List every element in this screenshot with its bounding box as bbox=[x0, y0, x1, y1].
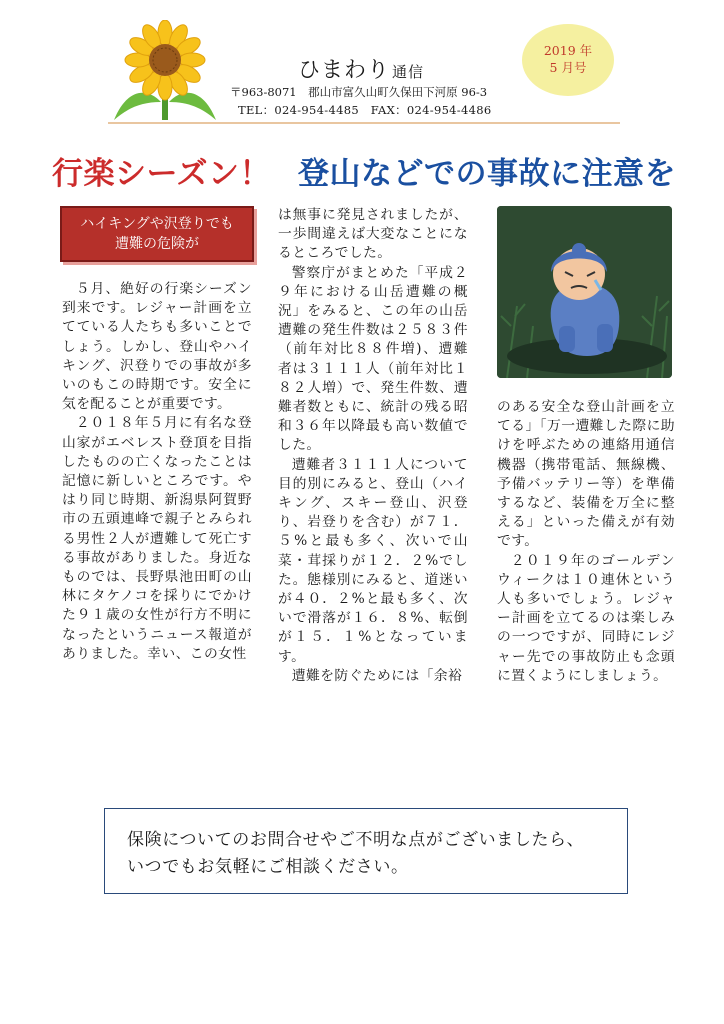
notice-line2: いつでもお気軽にご相談ください。 bbox=[127, 857, 409, 877]
article-column-1 bbox=[62, 280, 252, 664]
headline-right: 登山などでの事故に注意を bbox=[298, 156, 676, 192]
contact-notice-box bbox=[104, 808, 628, 894]
paragraph: ２０１９年のゴールデンウィークは１０連休という人も多いでしょう。レジャー計画を立てるのは楽しみの一つですが、同時にレジャー先での事故防止も念頭に置くようにしましょう。 bbox=[497, 552, 675, 684]
issue-month: 5 月号 bbox=[549, 60, 587, 75]
article-column-2 bbox=[278, 206, 468, 686]
lost-hiker-illustration-icon bbox=[497, 206, 672, 378]
newsletter-title: ひまわり 通信 bbox=[298, 58, 425, 83]
paragraph: は無事に発見されましたが、一歩間違えば大変なことになるところでした。 bbox=[278, 207, 468, 262]
paragraph: ２０１８年５月に有名な登山家がエベレスト登頂を目指したものの亡くなったことは記憶に新しいところです。やはり同じ時期、新潟県阿賀野市の五頭連峰で親子とみられる男性２人が遭難して死亡する事故がありました。身近なものでは、長野県池田町の山林にタケノコを採りにでかけた９１歳の女性が行方不明になったというニュース報道がありました。幸い、この女性 bbox=[62, 415, 252, 662]
article-column-3 bbox=[497, 398, 675, 686]
header-divider bbox=[108, 122, 620, 124]
paragraph: 遭難者３１１１人について目的別にみると、登山（ハイキング、スキー登山、沢登り、岩登りを含む）が７１．５%と最も多く、次いで山菜・茸採りが１２．２%でした。態様別にみると、道迷いが４０．２%と最も多く、次いで滑落が１６．８%、転倒が１５．１%となっています。 bbox=[278, 456, 468, 665]
masthead bbox=[0, 0, 724, 130]
issue-year: 2019 年 bbox=[543, 43, 593, 59]
notice-line1: 保険についてのお問合せやご不明な点がございましたら、 bbox=[127, 830, 585, 850]
subheading-tag bbox=[60, 206, 254, 262]
paragraph: 警察庁がまとめた「平成２９年における山岳遭難の概況」をみると、この年の山岳遭難の発生件数は２５８３件（前年対比８８件増)、遭難者は３１１１人（前年対比１８２人増）で、発生件数、遭難者数ともに、統計の残る昭和３６年以降最も高い数値でした。 bbox=[278, 264, 468, 454]
subheading-line1: ハイキングや沢登りでも bbox=[80, 216, 234, 232]
sunflower-icon bbox=[106, 20, 224, 122]
headline-left: 行楽シーズン！ bbox=[52, 156, 271, 192]
paragraph: 遭難を防ぐためには「余裕 bbox=[291, 667, 463, 684]
company-address: 〒963-8071 郡山市富久山町久保田下河原 96-3 bbox=[230, 85, 488, 99]
paragraph: ５月、絶好の行楽シーズン到来です。レジャー計画を立てている人たちも多いことでしょう。しかし、登山やハイキング、沢登りでの事故が多いのもこの時期です。安全に気を配ることが重要です。 bbox=[62, 281, 252, 413]
paragraph: のある安全な登山計画を立てる」「万一遭難した際に助けを呼ぶための連絡用通信機器（携帯電話、無線機、予備バッテリー等）を準備するなど、装備を万全に整える」といった備えが有効です。 bbox=[497, 399, 675, 550]
company-contact: TEL：024-954-4485 FAX：024-954-4486 bbox=[238, 103, 492, 117]
subheading-line2: 遭難の危険が bbox=[115, 236, 199, 252]
issue-badge bbox=[522, 24, 614, 96]
